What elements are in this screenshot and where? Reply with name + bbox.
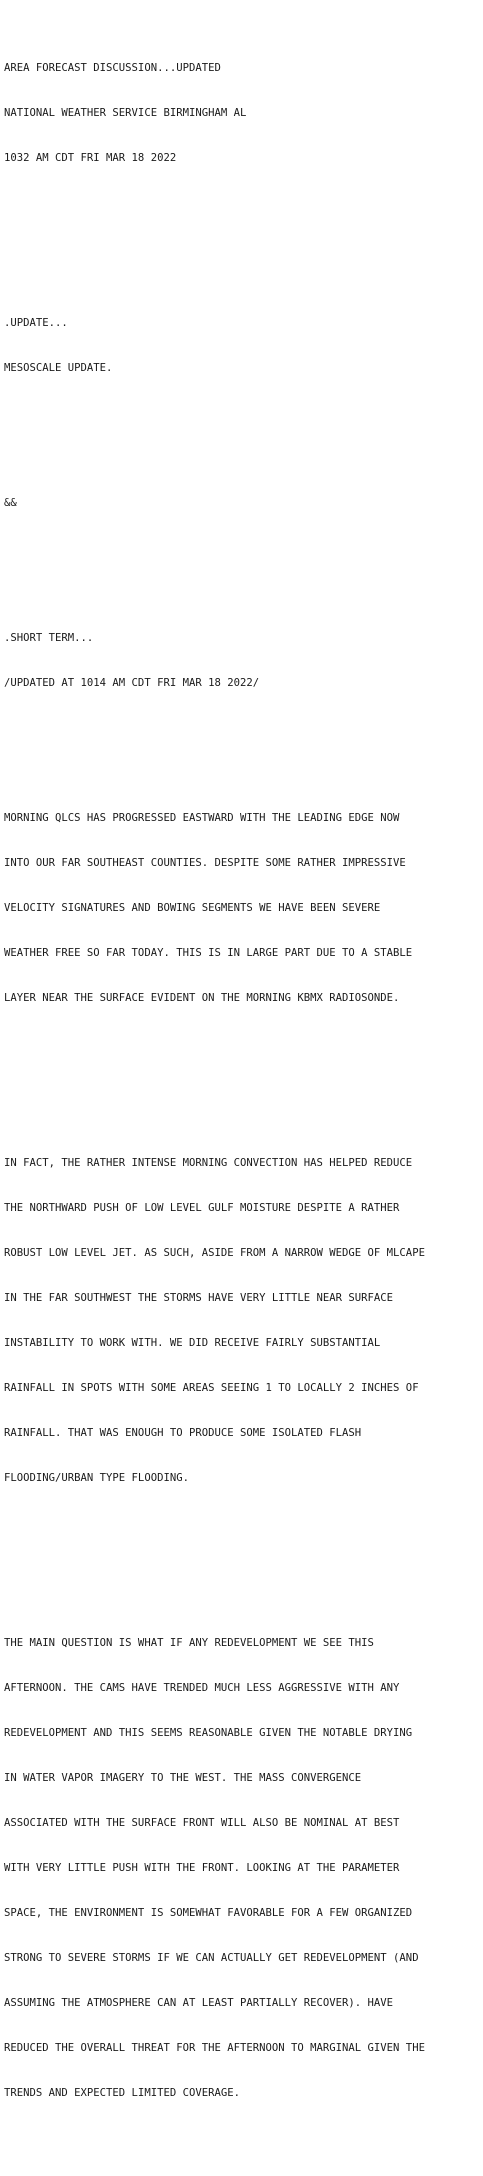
paragraph-redevelopment [4, 1606, 483, 2131]
paragraph-line: RAINFALL IN SPOTS WITH SOME AREAS SEEING 1 TO LOCALLY 2 INCHES OF [4, 1382, 419, 1394]
paragraph-line: MORNING QLCS HAS PROGRESSED EASTWARD WITH THE LEADING EDGE NOW [4, 812, 400, 824]
paragraph-line: FLOODING/URBAN TYPE FLOODING. [4, 1472, 189, 1484]
blank-line [4, 436, 483, 451]
product-header [4, 31, 483, 196]
issue-time: 1032 AM CDT FRI MAR 18 2022 [4, 152, 177, 164]
blank-line [4, 541, 483, 556]
paragraph-line: WEATHER FREE SO FAR TODAY. THIS IS IN LARGE PART DUE TO A STABLE [4, 947, 413, 959]
short-term-heading: .SHORT TERM... [4, 632, 94, 644]
update-section [4, 286, 483, 406]
paragraph-line: RAINFALL. THAT WAS ENOUGH TO PRODUCE SOME ISOLATED FLASH [4, 1427, 362, 1439]
paragraph-line: SPACE, THE ENVIRONMENT IS SOMEWHAT FAVORABLE FOR A FEW ORGANIZED [4, 1907, 413, 1919]
paragraph-qlcs [4, 781, 483, 1036]
paragraph-line: INTO OUR FAR SOUTHEAST COUNTIES. DESPITE SOME RATHER IMPRESSIVE [4, 857, 406, 869]
paragraph-line: IN THE FAR SOUTHWEST THE STORMS HAVE VERY LITTLE NEAR SURFACE [4, 1292, 394, 1304]
paragraph-line: AFTERNOON. THE CAMS HAVE TRENDED MUCH LESS AGGRESSIVE WITH ANY [4, 1682, 400, 1694]
paragraph-line: IN FACT, THE RATHER INTENSE MORNING CONVECTION HAS HELPED REDUCE [4, 1157, 413, 1169]
section-separator: && [4, 497, 17, 509]
blank-line [4, 226, 483, 241]
paragraph-line: REDEVELOPMENT AND THIS SEEMS REASONABLE GIVEN THE NOTABLE DRYING [4, 1727, 413, 1739]
paragraph-line: WITH VERY LITTLE PUSH WITH THE FRONT. LOOKING AT THE PARAMETER [4, 1862, 400, 1874]
paragraph-line: THE NORTHWARD PUSH OF LOW LEVEL GULF MOISTURE DESPITE A RATHER [4, 1202, 400, 1214]
paragraph-line: ASSUMING THE ATMOSPHERE CAN AT LEAST PARTIALLY RECOVER). HAVE [4, 1997, 394, 2009]
paragraph-line: IN WATER VAPOR IMAGERY TO THE WEST. THE MASS CONVERGENCE [4, 1772, 362, 1784]
blank-line [4, 1546, 483, 1561]
paragraph-line: LAYER NEAR THE SURFACE EVIDENT ON THE MORNING KBMX RADIOSONDE. [4, 992, 400, 1004]
update-heading: .UPDATE... [4, 317, 68, 329]
paragraph-line: TRENDS AND EXPECTED LIMITED COVERAGE. [4, 2087, 240, 2099]
paragraph-line: STRONG TO SEVERE STORMS IF WE CAN ACTUALLY GET REDEVELOPMENT (AND [4, 1952, 419, 1964]
blank-line [4, 721, 483, 736]
paragraph-line: ROBUST LOW LEVEL JET. AS SUCH, ASIDE FROM A NARROW WEDGE OF MLCAPE [4, 1247, 425, 1259]
update-text: MESOSCALE UPDATE. [4, 362, 113, 374]
paragraph-line: VELOCITY SIGNATURES AND BOWING SEGMENTS WE HAVE BEEN SEVERE [4, 902, 381, 914]
issuing-office: NATIONAL WEATHER SERVICE BIRMINGHAM AL [4, 107, 247, 119]
paragraph-line: REDUCED THE OVERALL THREAT FOR THE AFTERNOON TO MARGINAL GIVEN THE [4, 2042, 425, 2054]
paragraph-line: ASSOCIATED WITH THE SURFACE FRONT WILL ALSO BE NOMINAL AT BEST [4, 1817, 400, 1829]
paragraph-line: THE MAIN QUESTION IS WHAT IF ANY REDEVELOPMENT WE SEE THIS [4, 1637, 374, 1649]
paragraph-line: INSTABILITY TO WORK WITH. WE DID RECEIVE FAIRLY SUBSTANTIAL [4, 1337, 381, 1349]
blank-line [4, 1066, 483, 1081]
product-title: AREA FORECAST DISCUSSION...UPDATED [4, 62, 221, 74]
short-term-section [4, 601, 483, 2161]
paragraph-convection [4, 1126, 483, 1516]
short-term-updated: /UPDATED AT 1014 AM CDT FRI MAR 18 2022/ [4, 677, 260, 689]
